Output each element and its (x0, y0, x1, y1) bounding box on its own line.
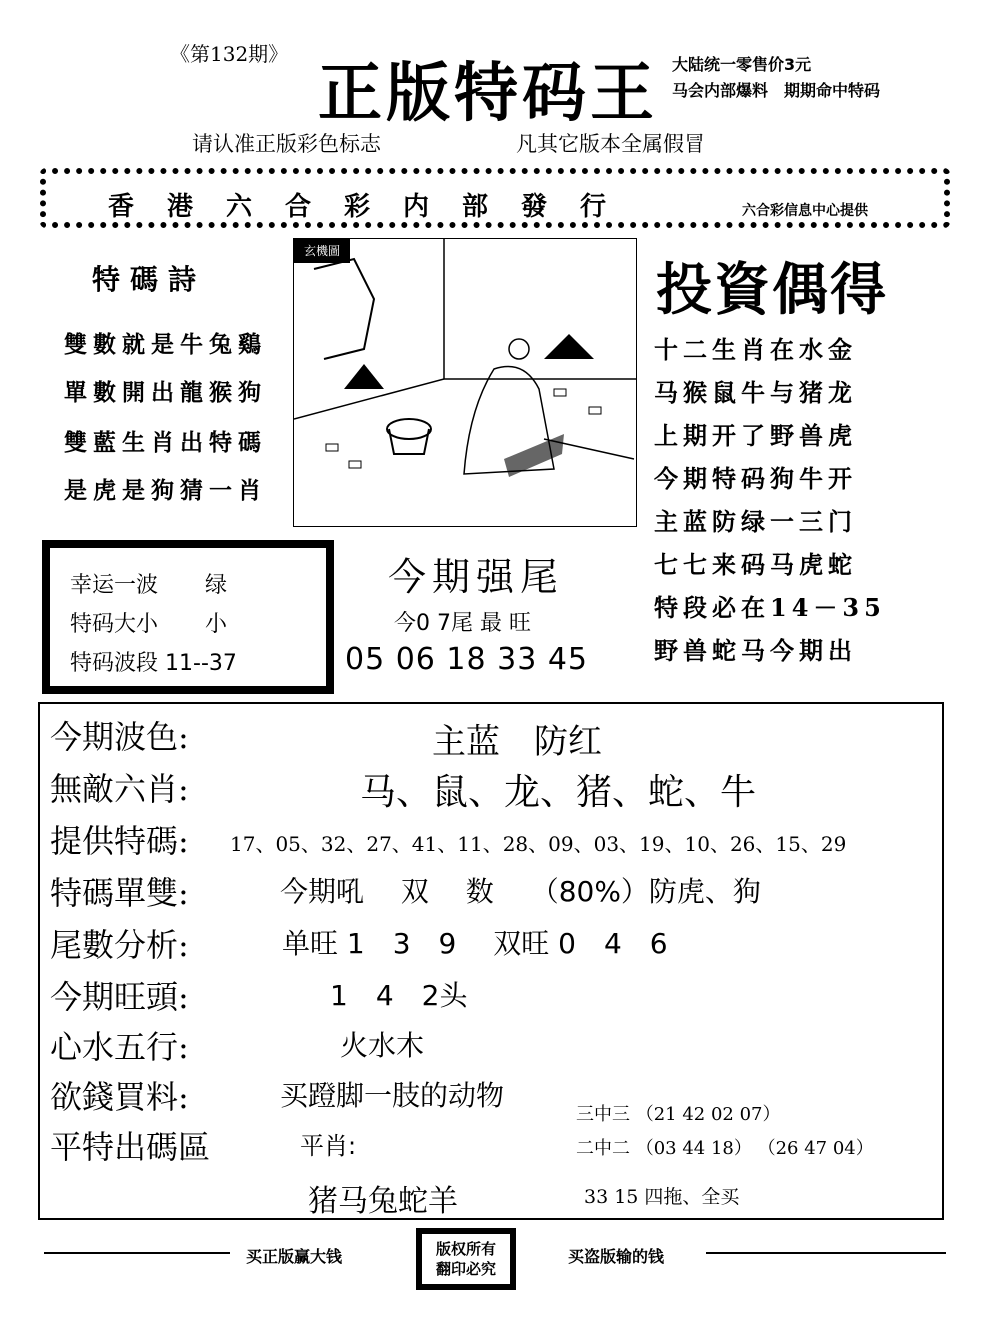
scholar-illustration (294, 239, 636, 526)
notice-right: 凡其它版本全属假冒 (516, 132, 705, 156)
page-title: 正版特码王 (318, 56, 658, 131)
two-of-two: 二中二 （03 44 18） （26 47 04） (576, 1138, 874, 1159)
flat-sub-label: 平肖: (300, 1132, 357, 1160)
invest-line: 主蓝防绿一三门 (654, 507, 857, 536)
head-label: 今期旺頭: (50, 978, 189, 1016)
buy-label: 欲錢買料: (50, 1078, 189, 1116)
luck-size-label: 特码大小 (70, 612, 159, 637)
tagline-text: 马会内部爆料 期期命中特码 (672, 81, 881, 100)
footer-divider-left (44, 1252, 230, 1254)
luck-range (70, 646, 237, 677)
poem-title: 特碼詩 (92, 263, 207, 296)
provide-value: 17、05、32、27、41、11、28、09、03、19、10、26、15、29 (230, 832, 847, 856)
mystery-picture (293, 238, 637, 527)
copyright-line2: 翻印必究 (435, 1260, 496, 1278)
notice-left: 请认准正版彩色标志 (192, 132, 381, 156)
picture-label: 玄機圖 (294, 239, 350, 263)
invest-line: 野兽蛇马今期出 (654, 636, 857, 665)
odd-even-label: 特碼單雙: (50, 874, 189, 912)
invest-line: 上期开了野兽虎 (654, 421, 857, 450)
poem-line: 單數開出龍猴狗 (64, 379, 267, 406)
odd-even-value: 今期吼 双 数 （80%）防虎、狗 (280, 875, 761, 908)
buy-value: 买蹬脚一肢的动物 (280, 1079, 505, 1112)
luck-wave-label: 幸运一波 (70, 573, 159, 598)
tail-label: 尾數分析: (50, 926, 189, 964)
drag-bet: 33 15 四拖、全买 (584, 1186, 740, 1208)
wave-value: 主蓝 防红 (432, 722, 602, 762)
luck-wave-value: 绿 (205, 573, 228, 598)
flat-animals: 猪马兔蛇羊 (308, 1184, 458, 1219)
luck-range-label: 特码波段 (70, 651, 159, 676)
strong-tail-numbers: 05 06 18 33 45 (345, 642, 589, 677)
six-zodiac-value: 马、鼠、龙、猪、蛇、牛 (360, 772, 757, 813)
provide-label: 提供特碼: (50, 822, 189, 860)
poem-line: 雙數就是牛兔鷄 (64, 331, 267, 358)
strong-tail-sub: 今0 7尾 最 旺 (394, 611, 531, 636)
flat-label: 平特出碼區 (50, 1128, 211, 1166)
copyright-box (416, 1228, 516, 1290)
luck-size (70, 607, 227, 638)
footer-left-text: 买正版赢大钱 (246, 1247, 343, 1266)
strong-tail-title: 今期强尾 (388, 555, 565, 599)
luck-size-value: 小 (205, 612, 228, 637)
invest-title: 投資偶得 (656, 257, 888, 323)
footer-right-text: 买盗版输的钱 (568, 1247, 665, 1266)
invest-line: 十二生肖在水金 (654, 335, 857, 364)
footer-divider-right (706, 1252, 946, 1254)
poem-line: 雙藍生肖出特碼 (64, 429, 267, 456)
three-of-three: 三中三 （21 42 02 07） (576, 1104, 781, 1125)
luck-wave (70, 568, 227, 599)
price-text: 大陆统一零售价3元 (672, 55, 812, 74)
issue-number: 《第132期》 (170, 42, 289, 66)
five-element-value: 火水木 (340, 1029, 425, 1062)
invest-line: 特段必在14－35 (654, 593, 886, 622)
poem-line: 是虎是狗猜一肖 (64, 477, 267, 504)
luck-range-value: 11--37 (165, 651, 237, 676)
banner-title: 香港六合彩内部發行 (108, 192, 640, 222)
wave-label: 今期波色: (50, 718, 189, 756)
invest-line: 七七来码马虎蛇 (654, 550, 857, 579)
banner-source: 六合彩信息中心提供 (742, 203, 868, 219)
five-element-label: 心水五行: (50, 1028, 189, 1066)
copyright-line1: 版权所有 (435, 1240, 496, 1258)
invest-line: 今期特码狗牛开 (654, 464, 857, 493)
head-value: 1 4 2头 (330, 979, 468, 1012)
six-zodiac-label: 無敵六肖: (50, 770, 189, 808)
tail-value: 单旺 1 3 9 双旺 0 4 6 (282, 927, 668, 960)
invest-line: 马猴鼠牛与猪龙 (654, 378, 857, 407)
